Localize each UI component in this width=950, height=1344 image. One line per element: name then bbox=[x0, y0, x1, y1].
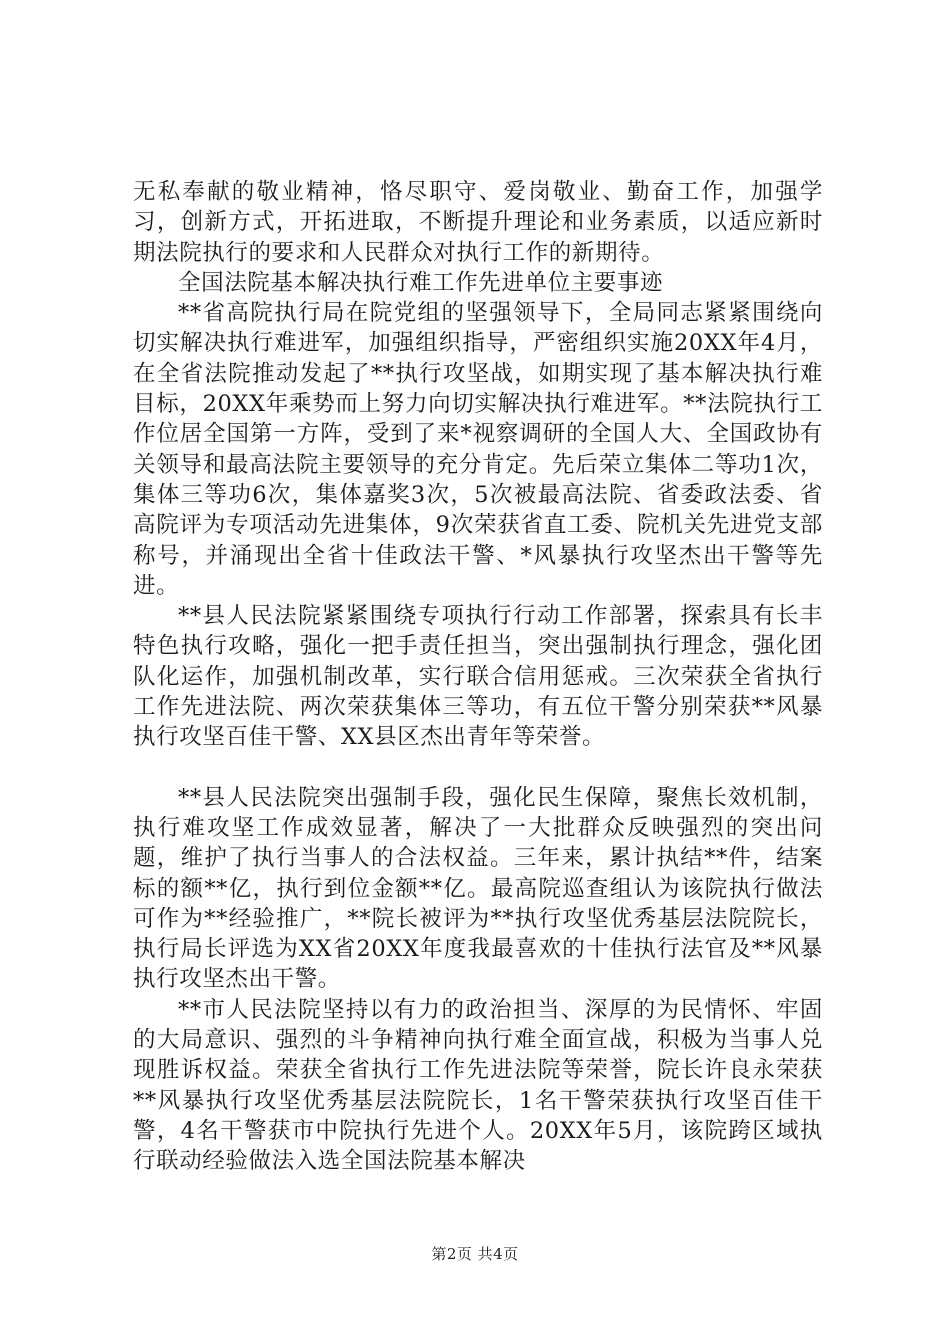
paragraph-continued: 无私奉献的敬业精神，恪尽职守、爱岗敬业、勤奋工作，加强学习，创新方式，开拓进取，不断提升理论和业务素质，以适应新时期法院执行的要求和人民群众对执行工作的新期待。 bbox=[133, 179, 823, 266]
paragraph-county-court-2: **县人民法院突出强制手段，强化民生保障，聚焦长效机制，执行难攻坚工作成效显著，解决了一大批群众反映强烈的突出问题，维护了执行当事人的合法权益。三年来，累计执结**件，结案标的额**亿，执行到位金额**亿。最高院巡查组认为该院执行做法可作为**经验推广，**院长被评为**执行攻坚优秀基层法院院长，执行局长评选为XX省20XX年度我最喜欢的十佳执行法官及**风暴执行攻坚杰出干警。 bbox=[133, 784, 823, 993]
paragraph-city-court: **市人民法院坚持以有力的政治担当、深厚的为民情怀、牢固的大局意识、强烈的斗争精神向执行难全面宣战，积极为当事人兑现胜诉权益。荣获全省执行工作先进法院等荣誉，院长许良永荣获**风暴执行攻坚优秀基层法院院长，1名干警荣获执行攻坚百佳干警，4名干警获市中院执行先进个人。20XX年5月，该院跨区域执行联动经验做法入选全国法院基本解决 bbox=[133, 996, 823, 1175]
paragraph-provincial-court: **省高院执行局在院党组的坚强领导下，全局同志紧紧围绕向切实解决执行难进军，加强组织指导，严密组织实施20XX年4月，在全省法院推动发起了**执行攻坚战，如期实现了基本解决执行难目标，20XX年乘势而上努力向切实解决执行难进军。**法院执行工作位居全国第一方阵，受到了来*视察调研的全国人大、全国政协有关领导和最高法院主要领导的充分肯定。先后荣立集体二等功1次，集体三等功6次，集体嘉奖3次，5次被最高法院、省委政法委、省高院评为专项活动先进集体，9次荣获省直工委、院机关先进党支部称号，并涌现出全省十佳政法干警、*风暴执行攻坚杰出干警等先进。 bbox=[133, 300, 823, 599]
section-heading: 全国法院基本解决执行难工作先进单位主要事迹 bbox=[178, 269, 664, 296]
document-body bbox=[133, 177, 823, 1177]
page-number: 第2页 共4页 bbox=[431, 1245, 519, 1263]
paragraph-county-court-1: **县人民法院紧紧围绕专项执行行动工作部署，探索具有长丰特色执行攻略，强化一把手责任担当，突出强制执行理念，强化团队化运作，加强机制改革，实行联合信用惩戒。三次荣获全省执行工作先进法院、两次荣获集体三等功，有五位干警分别荣获**风暴执行攻坚百佳干警、XX县区杰出青年等荣誉。 bbox=[133, 603, 823, 751]
